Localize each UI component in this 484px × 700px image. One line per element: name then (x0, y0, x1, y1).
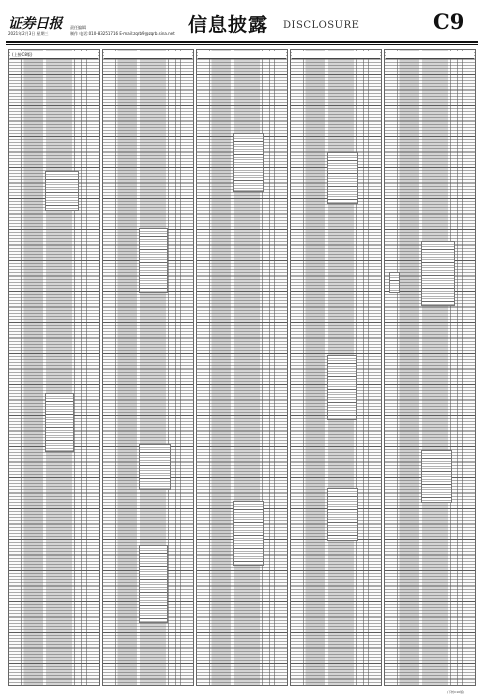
contact-line: 制作 电话:010-83251716 E-mail:zqrb9@zqrb.sina.net (70, 31, 175, 36)
merged-cell (233, 133, 264, 192)
column-heading (104, 51, 192, 59)
merged-cell (327, 355, 357, 421)
table-column-2 (102, 49, 194, 686)
header-rule-thin (6, 44, 478, 45)
table-column-5 (384, 49, 476, 686)
merged-cell (327, 488, 358, 541)
merged-cell (139, 545, 168, 623)
merged-cell (389, 272, 400, 293)
merged-cell (421, 450, 452, 503)
header-rule (6, 41, 478, 43)
editor-line: 责任编辑 (70, 25, 86, 30)
disclosure-table-grid (8, 49, 476, 686)
continuation-note: (上接C8版) (10, 51, 98, 59)
page-number: C9 (433, 9, 465, 34)
merged-cell (139, 444, 171, 490)
section-title: 信息披露 (188, 14, 269, 36)
table-column-3 (196, 49, 288, 686)
column-heading (198, 51, 286, 59)
table-column-4 (290, 49, 382, 686)
merged-cell (327, 152, 358, 205)
table-column-1 (8, 49, 100, 686)
newspaper-logo: 证券日报 (8, 16, 62, 32)
section-subtitle: DISCLOSURE (283, 20, 360, 31)
merged-cell (45, 171, 79, 211)
masthead (0, 0, 484, 48)
continuation-footer: (下转C10版) (447, 690, 465, 694)
merged-cell (139, 228, 168, 294)
merged-cell (421, 241, 455, 307)
merged-cell (233, 501, 264, 567)
publication-date: 2021年2月3日 星期三 (8, 31, 49, 36)
column-heading (292, 51, 380, 59)
column-heading (386, 51, 474, 59)
merged-cell (45, 393, 74, 452)
